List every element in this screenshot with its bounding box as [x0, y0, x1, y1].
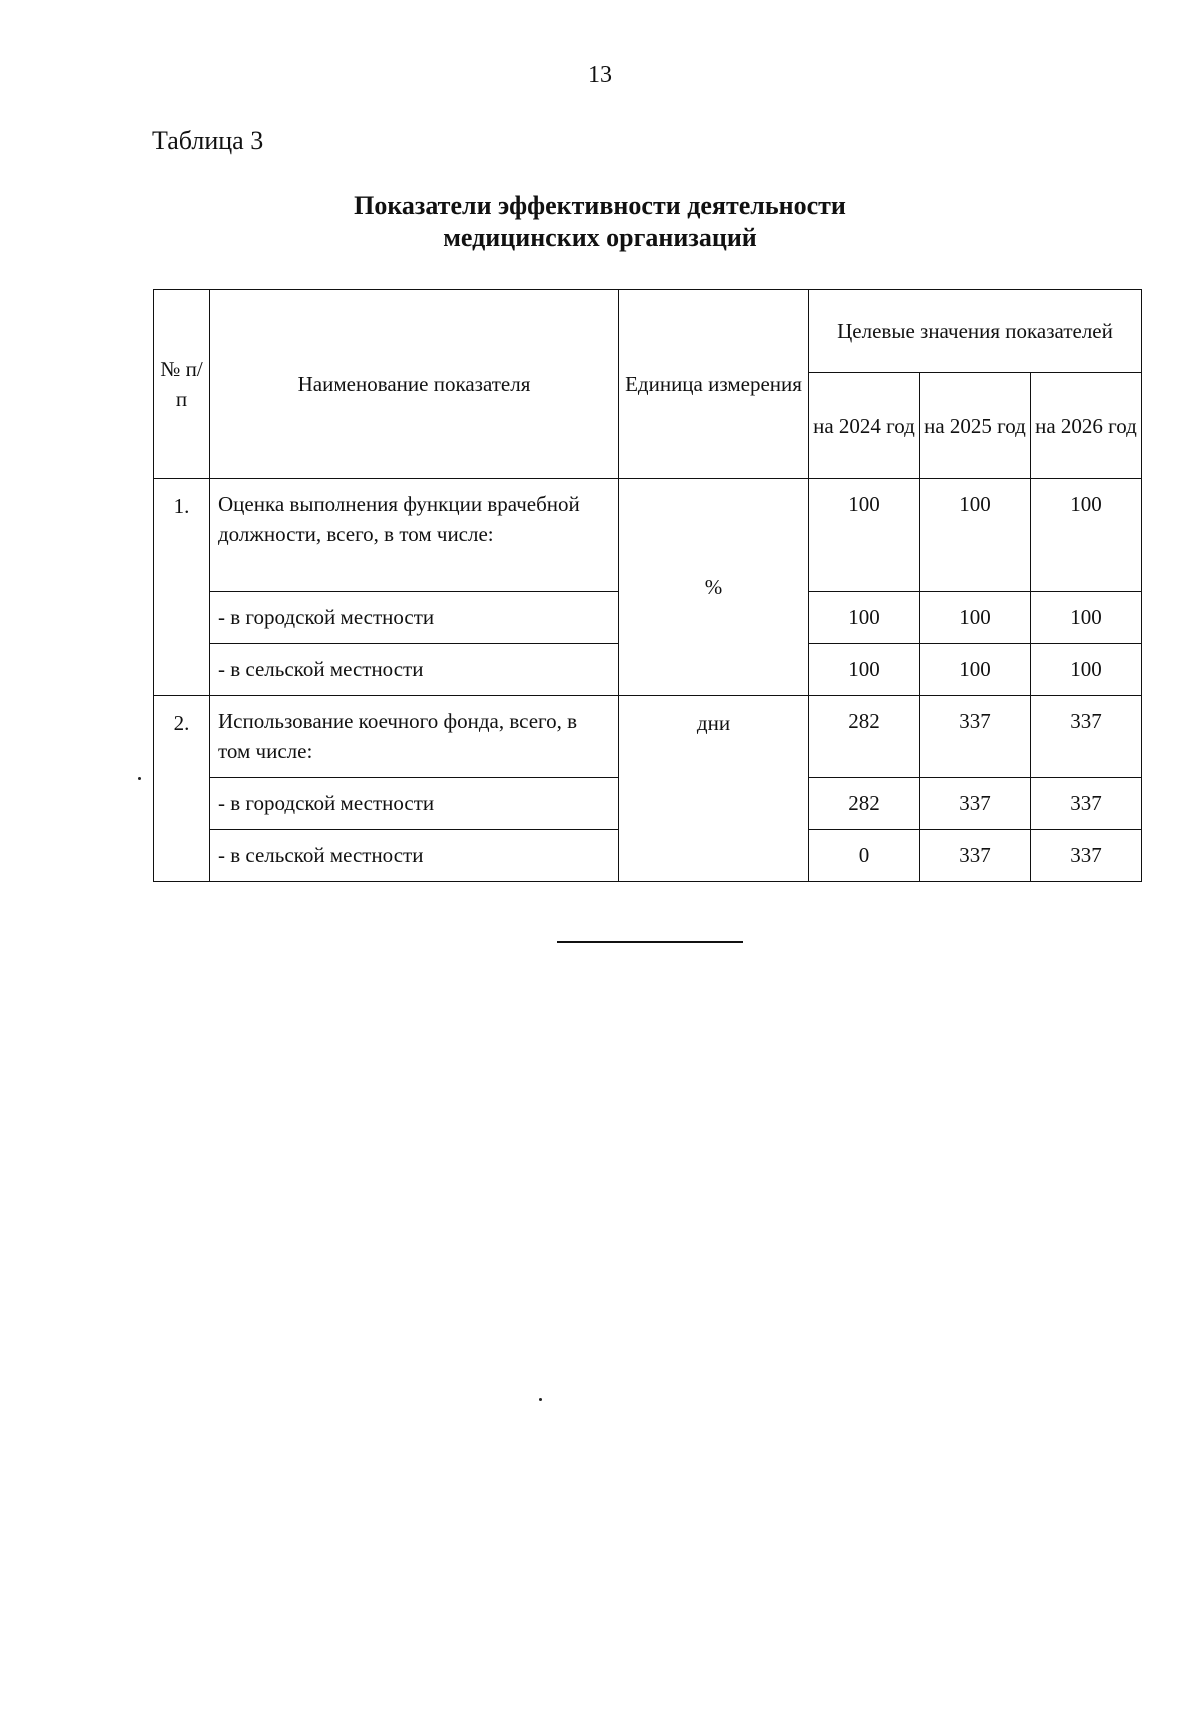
- unit-cell: дни: [619, 696, 809, 882]
- value-2026: 337: [1031, 778, 1142, 830]
- value-2025: 100: [920, 644, 1031, 696]
- header-unit: Единица измерения: [619, 290, 809, 479]
- indicators-table: [153, 289, 1142, 882]
- value-2024: 100: [809, 592, 920, 644]
- value-2024: 0: [809, 830, 920, 882]
- indicator-name: - в сельской местности: [210, 830, 619, 882]
- scan-speck: [539, 1398, 542, 1401]
- value-2024: 282: [809, 696, 920, 778]
- value-2024: 282: [809, 778, 920, 830]
- value-2025: 337: [920, 778, 1031, 830]
- value-2025: 337: [920, 830, 1031, 882]
- table-row: [154, 479, 1142, 592]
- value-2025: 100: [920, 592, 1031, 644]
- indicator-name: - в городской местности: [210, 778, 619, 830]
- value-2024: 100: [809, 479, 920, 592]
- header-year-2026: на 2026 год: [1031, 373, 1142, 479]
- value-2026: 100: [1031, 479, 1142, 592]
- title-line-1: Показатели эффективности деятельности: [354, 191, 846, 220]
- table-label: Таблица 3: [152, 126, 264, 155]
- indicator-name: Оценка выполнения функции врачебной должности, всего, в том числе:: [210, 479, 619, 592]
- title-line-2: медицинских организаций: [443, 223, 757, 252]
- page-number: 13: [588, 62, 612, 88]
- value-2026: 100: [1031, 644, 1142, 696]
- value-2025: 337: [920, 696, 1031, 778]
- header-number: № п/п: [154, 290, 210, 479]
- document-title: [0, 190, 1200, 254]
- scan-speck: [138, 777, 141, 780]
- header-year-2024: на 2024 год: [809, 373, 920, 479]
- indicator-name: - в сельской местности: [210, 644, 619, 696]
- value-2024: 100: [809, 644, 920, 696]
- unit-cell: %: [619, 479, 809, 696]
- row-number: 1.: [154, 479, 210, 696]
- indicator-name: - в городской местности: [210, 592, 619, 644]
- end-rule: [557, 941, 743, 943]
- header-indicator-name: Наименование показателя: [210, 290, 619, 479]
- value-2026: 100: [1031, 592, 1142, 644]
- header-target-values: Целевые значения показателей: [809, 290, 1142, 373]
- value-2026: 337: [1031, 696, 1142, 778]
- table-row: [154, 696, 1142, 778]
- value-2025: 100: [920, 479, 1031, 592]
- header-year-2025: на 2025 год: [920, 373, 1031, 479]
- row-number: 2.: [154, 696, 210, 882]
- value-2026: 337: [1031, 830, 1142, 882]
- indicator-name: Использование коечного фонда, всего, в том числе:: [210, 696, 619, 778]
